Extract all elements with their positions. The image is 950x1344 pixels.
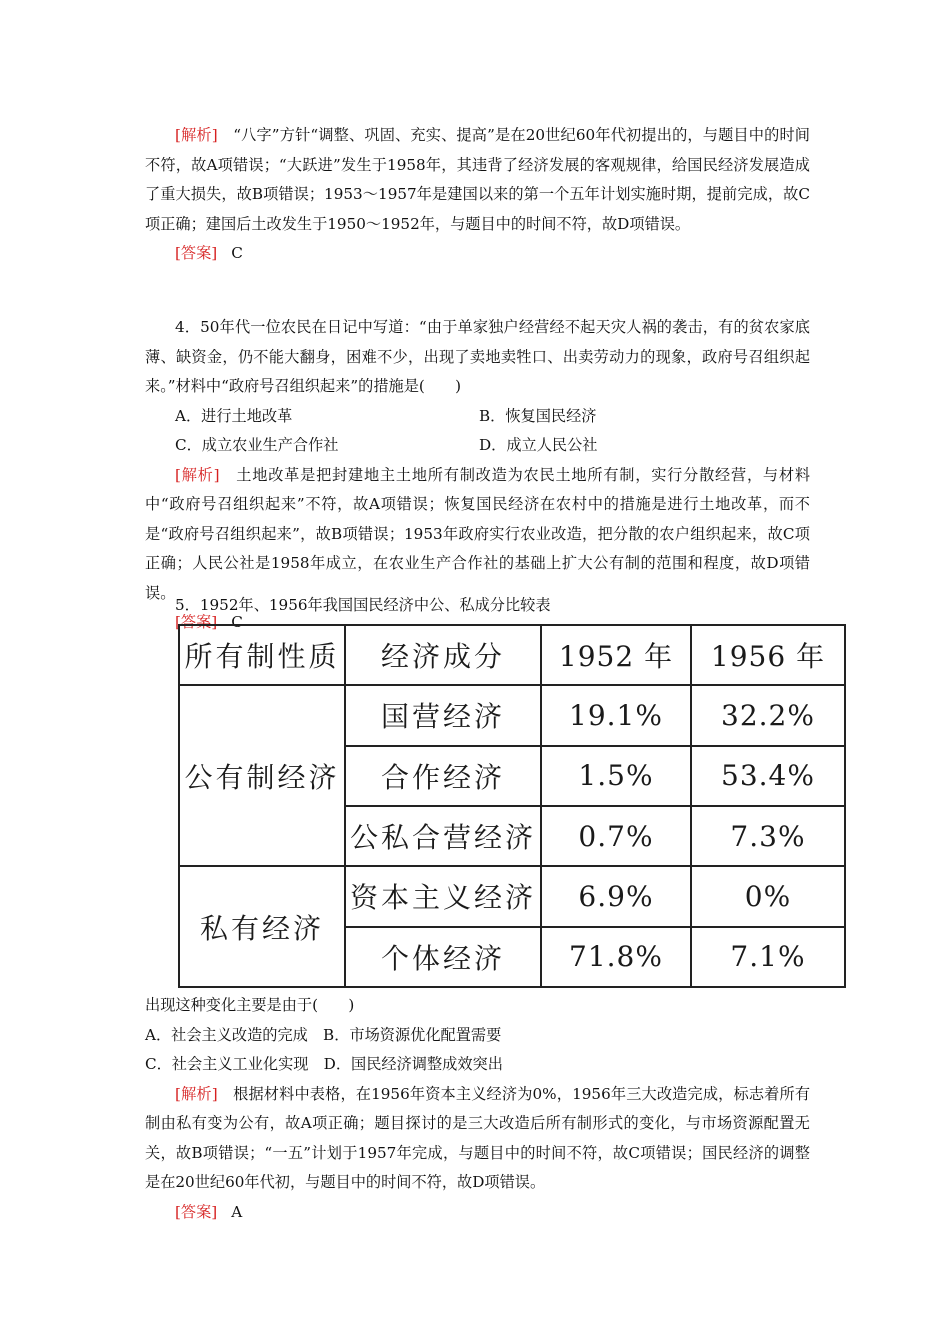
q4-options-row-2: [145, 431, 810, 461]
q4-block: [145, 313, 810, 638]
q4-options-row-1: [145, 402, 810, 432]
q5-stem-block: [145, 591, 810, 621]
header-component: 经济成分: [345, 625, 541, 685]
q4-option-b[interactable]: B．恢复国民经济: [479, 406, 597, 425]
q5-analysis-text: 根据材料中表格，在1956年资本主义经济为0%，1956年三大改造完成，标志着所有制由私有变为公有，故A项正确；题目探讨的是三大改造后所有制形式的变化，与市场资源配置无关，故B项错误；“一五”计划于1957年完成，与题目中的时间不符，故C项错误；国民经济的调整是在20世纪60年代初，与题目中的时间不符，故D项错误。: [145, 1084, 811, 1191]
answer-tag: [答案]: [175, 1202, 218, 1221]
q4-analysis-text: 土地改革是把封建地主土地所有制改造为农民土地所有制，实行分散经营，与材料中“政府号召组织起来”不符，故A项错误；恢复国民经济在农村中的措施是进行土地改革，而不是“政府号召组织起来”，故B项错误；1953年政府实行农业改造，把分散的农户组织起来，故C项正确；人民公社是1958年成立，在农业生产合作社的基础上扩大公有制的范围和程度，故D项错误。: [145, 465, 811, 602]
row-value-1952: 71.8%: [541, 927, 691, 987]
group-label-private: 私有经济: [179, 866, 345, 987]
q3-analysis: [145, 121, 810, 239]
row-value-1956: 7.1%: [691, 927, 845, 987]
row-value-1956: 0%: [691, 866, 845, 926]
table-row: [179, 866, 845, 926]
row-value-1956: 53.4%: [691, 746, 845, 806]
q3-answer: [145, 239, 810, 269]
q5-options-line-1[interactable]: A．社会主义改造的完成 B．市场资源优化配置需要: [145, 1025, 502, 1044]
row-value-1952: 1.5%: [541, 746, 691, 806]
economy-comparison-table: [178, 624, 846, 988]
row-name: 资本主义经济: [345, 866, 541, 926]
analysis-tag: [解析]: [175, 126, 218, 144]
q3-block: [145, 121, 810, 269]
analysis-tag: [解析]: [175, 465, 220, 484]
q4-option-a[interactable]: A．进行土地改革: [175, 406, 293, 425]
row-name: 公私合营经济: [345, 806, 541, 866]
row-name: 合作经济: [345, 746, 541, 806]
row-name: 国营经济: [345, 685, 541, 745]
table-row: [179, 685, 845, 745]
q5-answer-value: A: [231, 1202, 243, 1221]
q4-stem: 4．50年代一位农民在日记中写道：“由于单家独户经营经不起天灾人祸的袭击，有的贫农家底薄、缺资金，仍不能大翻身，困难不少，出现了卖地卖牲口、出卖劳动力的现象，政府号召组织起来。”材料中“政府号召组织起来”的措施是( ): [145, 318, 810, 395]
row-value-1952: 19.1%: [541, 685, 691, 745]
q5-analysis: [145, 1080, 810, 1198]
analysis-tag: [解析]: [175, 1084, 218, 1103]
row-value-1956: 32.2%: [691, 685, 845, 745]
row-value-1952: 6.9%: [541, 866, 691, 926]
row-value-1952: 0.7%: [541, 806, 691, 866]
answer-tag: [答案]: [175, 613, 218, 631]
row-value-1956: 7.3%: [691, 806, 845, 866]
q3-analysis-text: “八字”方针“调整、巩固、充实、提高”是在20世纪60年代初提出的，与题目中的时间不符，故A项错误；“大跃进”发生于1958年，其违背了经济发展的客观规律，给国民经济发展造成了重大损失，故B项错误；1953～1957年是建国以来的第一个五年计划实施时期，提前完成，故C项正确；建国后土改发生于1950～1952年，与题目中的时间不符，故D项错误。: [145, 126, 810, 233]
row-name: 个体经济: [345, 927, 541, 987]
header-1952: 1952 年: [541, 625, 691, 685]
answer-tag: [答案]: [175, 244, 218, 262]
header-ownership: 所有制性质: [179, 625, 345, 685]
q3-answer-value: C: [231, 244, 243, 262]
header-1956: 1956 年: [691, 625, 845, 685]
q4-answer-value: C: [231, 613, 243, 631]
q5-question: 出现这种变化主要是由于( ): [145, 996, 355, 1014]
q4-analysis: [145, 461, 810, 609]
q5-block: [145, 991, 810, 1227]
q5-answer: [145, 1198, 810, 1228]
table-header-row: [179, 625, 845, 685]
q5-stem: 5．1952年、1956年我国国民经济中公、私成分比较表: [175, 596, 551, 614]
q4-option-c[interactable]: C．成立农业生产合作社: [175, 436, 339, 454]
group-label-public: 公有制经济: [179, 685, 345, 866]
q5-options-line-2[interactable]: C．社会主义工业化实现 D．国民经济调整成效突出: [145, 1055, 503, 1073]
q4-option-d[interactable]: D．成立人民公社: [479, 436, 598, 454]
